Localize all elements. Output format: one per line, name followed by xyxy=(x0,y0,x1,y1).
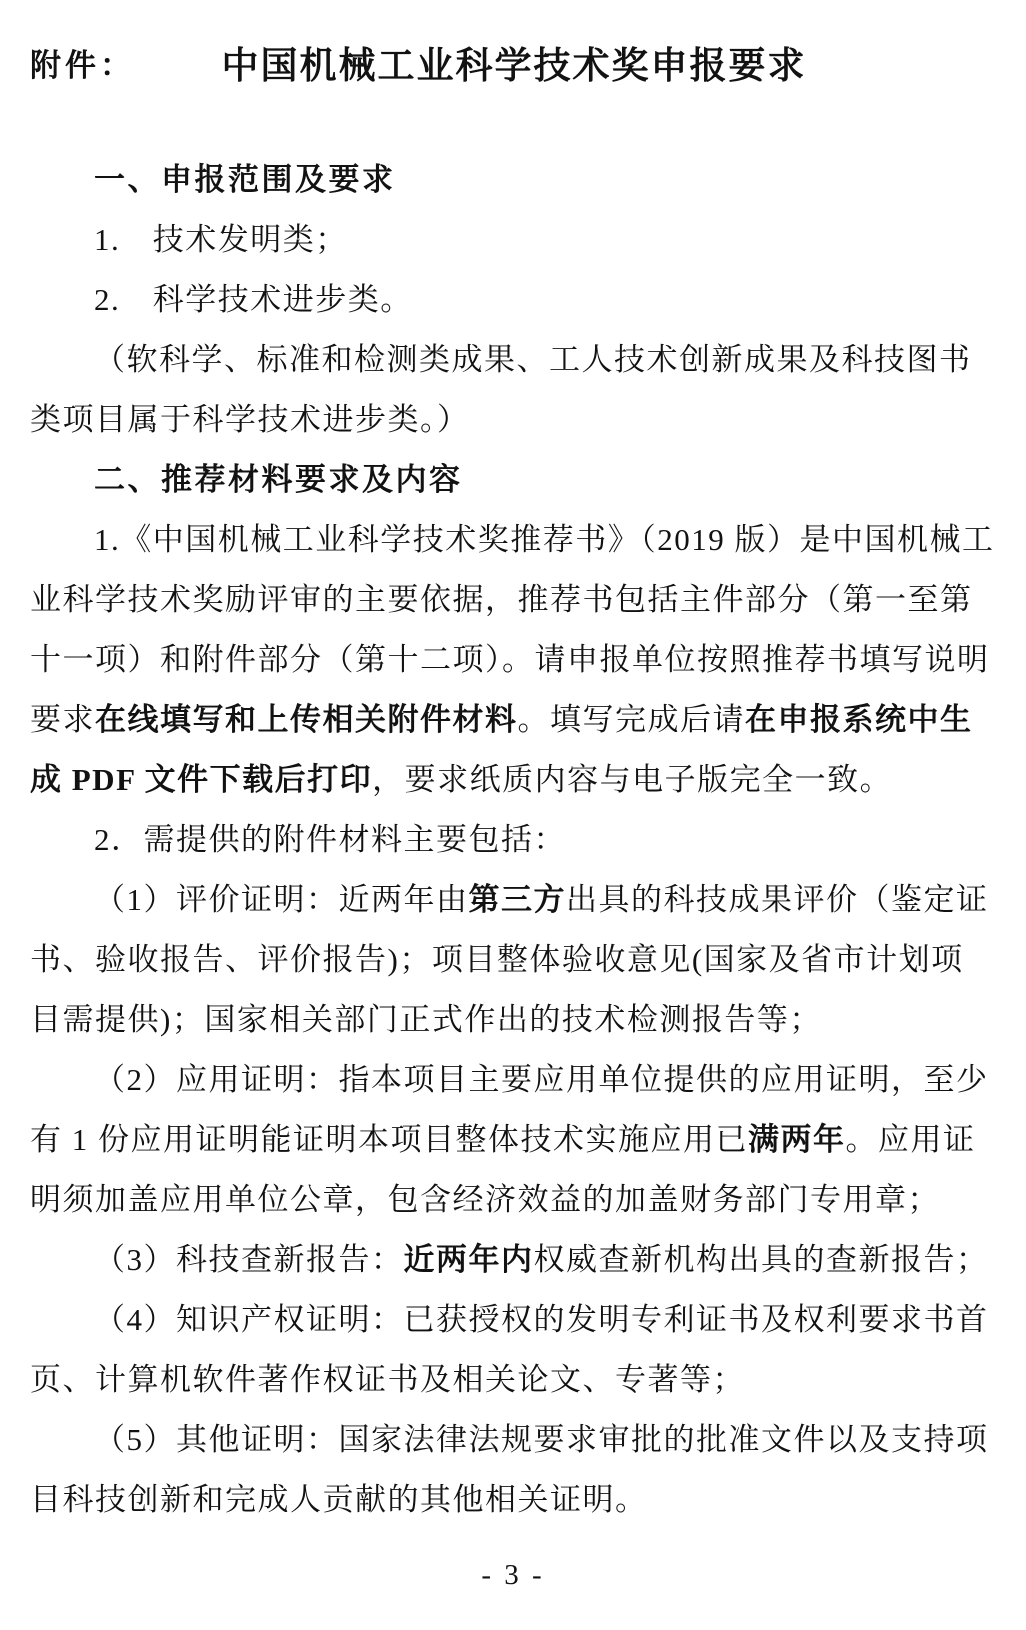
title-row xyxy=(30,34,998,98)
text-line xyxy=(30,930,998,990)
text-line xyxy=(30,990,998,1050)
text-line xyxy=(30,870,998,930)
text-line xyxy=(30,210,998,270)
text-line xyxy=(30,510,998,570)
text-line xyxy=(30,1350,998,1410)
text-segment: （2）应用证明：指本项目主要应用单位提供的应用证明，至少 xyxy=(94,1062,989,1097)
text-segment: （5）其他证明：国家法律法规要求审批的批准文件以及支持项 xyxy=(94,1422,989,1457)
text-line xyxy=(30,1470,998,1530)
text-segment: 要求 xyxy=(30,702,95,737)
text-segment: 业科学技术奖励评审的主要依据，推荐书包括主件部分（第一至第 xyxy=(30,582,973,617)
text-line xyxy=(30,810,998,870)
text-line xyxy=(30,1170,998,1230)
text-segment: 有 1 份应用证明能证明本项目整体技术实施应用已 xyxy=(30,1122,748,1157)
text-segment: 2．需提供的附件材料主要包括： xyxy=(94,822,566,857)
bold-text-segment: 在申报系统中生 xyxy=(745,702,973,737)
page-number: - 3 - xyxy=(481,1559,545,1591)
page-title: 中国机械工业科学技术奖申报要求 xyxy=(221,45,807,86)
bold-text-segment: 满两年 xyxy=(748,1122,846,1157)
text-segment: 2. 科学技术进步类。 xyxy=(94,282,413,317)
text-line xyxy=(30,1110,998,1170)
text-line xyxy=(30,750,998,810)
text-segment: 1. 技术发明类； xyxy=(94,222,348,257)
text-segment: 1.《中国机械工业科学技术奖推荐书》（2019 版）是中国机械工 xyxy=(94,522,995,557)
text-segment: 目需提供)；国家相关部门正式作出的技术检测报告等； xyxy=(30,1002,822,1037)
text-line xyxy=(30,1290,998,1350)
text-segment: （3）科技查新报告： xyxy=(94,1242,404,1277)
text-segment: 。填写完成后请 xyxy=(517,702,745,737)
text-line xyxy=(30,630,998,690)
text-segment: 明须加盖应用单位公章，包含经济效益的加盖财务部门专用章； xyxy=(30,1182,940,1217)
bold-text-segment: 在线填写和上传相关附件材料 xyxy=(95,702,518,737)
text-segment: 十一项）和附件部分（第十二项）。请申报单位按照推荐书填写说明 xyxy=(30,642,990,677)
bold-text-segment: 近两年内 xyxy=(403,1242,534,1277)
text-segment: 。应用证 xyxy=(845,1122,976,1157)
text-segment: 权威查新机构出具的查新报告； xyxy=(533,1242,989,1277)
text-segment: （软科学、标准和检测类成果、工人技术创新成果及科技图书 xyxy=(94,342,972,377)
text-line xyxy=(30,1410,998,1470)
text-segment: 目科技创新和完成人贡献的其他相关证明。 xyxy=(30,1482,648,1517)
text-line xyxy=(30,270,998,330)
section-heading xyxy=(30,150,998,210)
text-line xyxy=(30,570,998,630)
text-line xyxy=(30,1230,998,1290)
text-segment: （4）知识产权证明：已获授权的发明专利证书及权利要求书首 xyxy=(94,1302,989,1337)
document-lines xyxy=(30,150,998,1530)
bold-text-segment: 第三方 xyxy=(468,882,566,917)
section-heading xyxy=(30,450,998,510)
attachment-label: 附件： xyxy=(30,48,135,83)
text-segment: 类项目属于科学技术进步类。） xyxy=(30,402,470,437)
text-line xyxy=(30,1050,998,1110)
text-line xyxy=(30,390,998,450)
text-segment: 出具的科技成果评价（鉴定证 xyxy=(566,882,989,917)
bold-text-segment: 二、推荐材料要求及内容 xyxy=(94,462,463,497)
text-segment: 书、验收报告、评价报告)；项目整体验收意见(国家及省市计划项 xyxy=(30,942,964,977)
bold-text-segment: 一、申报范围及要求 xyxy=(94,162,396,197)
text-segment: （1）评价证明：近两年由 xyxy=(94,882,469,917)
text-line xyxy=(30,330,998,390)
text-line xyxy=(30,690,998,750)
text-segment: 页、计算机软件著作权证书及相关论文、专著等； xyxy=(30,1362,745,1397)
bold-text-segment: 成 PDF 文件下载后打印 xyxy=(30,762,373,797)
text-segment: ，要求纸质内容与电子版完全一致。 xyxy=(372,762,893,797)
